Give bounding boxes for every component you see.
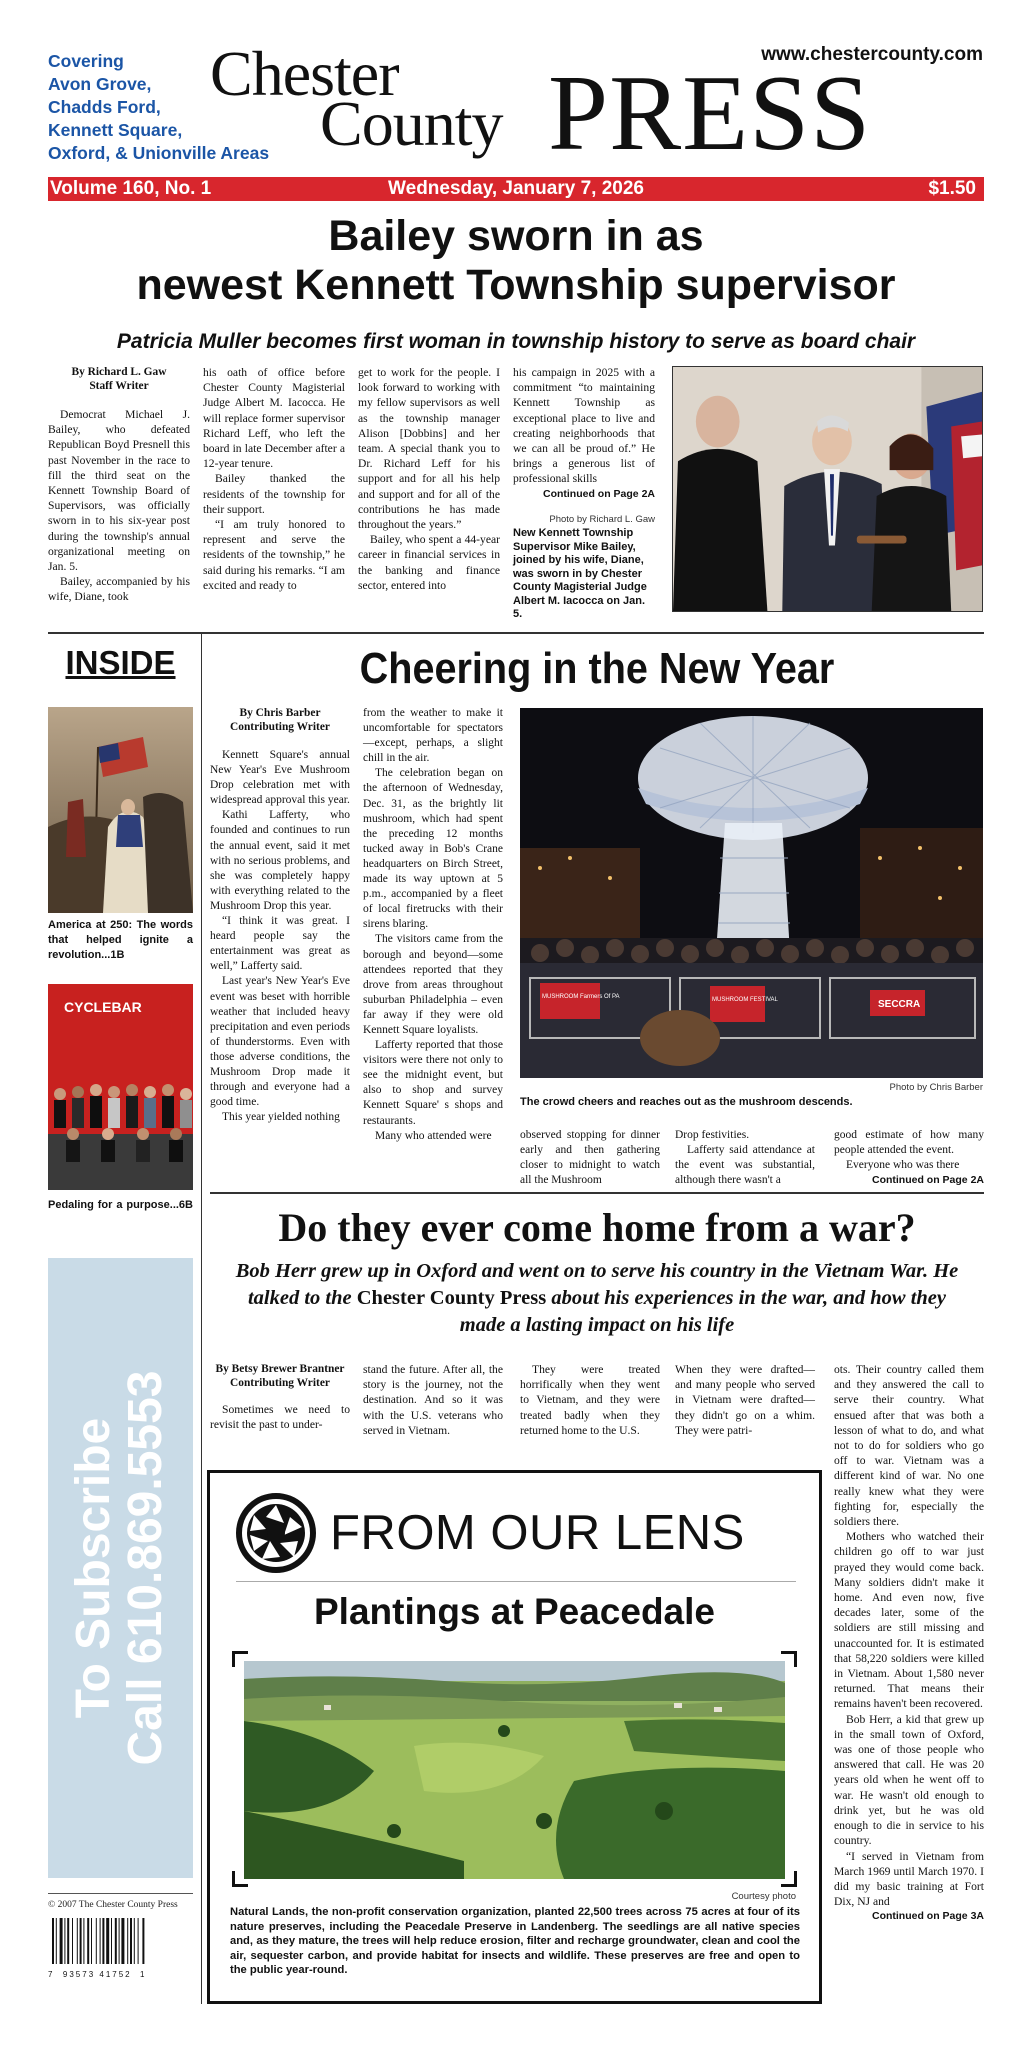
- coverage-line: Kennett Square,: [48, 120, 183, 140]
- coverage-line: Oxford, & Unionville Areas: [48, 143, 270, 163]
- article-paragraph: “I am truly honored to represent and serve the residents of the township,” he said during his remarks. “I am excited and ready to: [203, 518, 345, 592]
- article-paragraph: “I served in Vietnam from March 1969 until March 1970. I did my basic training at Fort Dix, NJ and: [834, 1849, 984, 1909]
- price: $1.50: [928, 178, 976, 199]
- lens-box: [207, 1470, 822, 2004]
- article-paragraph: good estimate of how many people attended the event.: [834, 1129, 984, 1157]
- article-paragraph: They were treated horrifically when they went to Vietnam, and they were treated badly when they returned home to the U.S.: [520, 1363, 660, 1437]
- war-column-4: [675, 1362, 815, 1438]
- barcode-bar: [77, 1918, 78, 1964]
- article-paragraph: from the weather to make it uncomfortable for spectators—except, perhaps, a slight chill in the air.: [363, 707, 503, 765]
- lens-title: FROM OUR LENS: [330, 1506, 745, 1560]
- subscribe-line: To Subscribe: [67, 1417, 120, 1719]
- article-paragraph: Democrat Michael J. Bailey, who defeated Republican Boyd Presnell this past November in the race to fill the third seat on the Kennett Township Board of Supervisors, was officially sworn in to his six-year post during the township's annual organizational meeting on Jan. 5.: [48, 408, 190, 574]
- revolution-painting-thumbnail[interactable]: [48, 707, 193, 913]
- newyear-column-4: [675, 1128, 815, 1188]
- war-column-3: [520, 1362, 660, 1438]
- lead-column-3: [358, 365, 500, 593]
- article-paragraph: Lafferty reported that those visitors were there not only to see the midnight event, but also to shop and survey Kennett Square' s shops and restaurants.: [363, 1039, 503, 1127]
- cyclebar-thumbnail[interactable]: [48, 984, 193, 1190]
- article-paragraph: Bailey thanked the residents of the township for their support.: [203, 472, 345, 516]
- article-paragraph: ots. Their country called them and they answered the call to serve their country. What ensued after that was both a lesson of what to do, and what not to do for soldiers who go off to war. Vietnam was a different kind of war. No one really knew what they were fighting for, especially the soldiers there.: [834, 1363, 984, 1529]
- masthead-chester: Chester: [210, 38, 399, 109]
- lead-subhead: Patricia Muller becomes first woman in township history to serve as board chair: [116, 330, 916, 353]
- barcode-bar: [106, 1918, 109, 1964]
- deck-text: about his experiences in the war, and how they made a lasting impact on his life: [459, 1287, 946, 1336]
- newyear-column-2: [363, 706, 503, 1144]
- article-paragraph: The visitors came from the borough and beyond—some attendees reported that they drove from areas throughout suburban Philadelphia – even far away if they were old Kennett Square loyalists.: [363, 933, 503, 1036]
- barcode-bar: [127, 1918, 128, 1964]
- subscribe-text: [68, 1268, 172, 1868]
- newyear-column-1: [210, 706, 350, 1125]
- headline-line: Bailey sworn in as: [328, 212, 704, 260]
- barcode-bar: [102, 1918, 104, 1964]
- masthead-press: PRESS: [548, 54, 872, 173]
- volume-number: Volume 160, No. 1: [50, 178, 212, 199]
- war-column-2: [363, 1362, 503, 1438]
- cyclebar-sign: CYCLEBAR: [64, 999, 142, 1015]
- mushroom-drop-photo: [520, 708, 983, 1078]
- photo-caption: The crowd cheers and reaches out as the mushroom descends.: [520, 1096, 853, 1108]
- barcode-bar: [72, 1918, 73, 1964]
- newyear-column-3: [520, 1128, 660, 1188]
- inside-item-caption[interactable]: Pedaling for a purpose...6B: [48, 1199, 193, 1211]
- article-paragraph: Last year's New Year's Eve event was beset with horrible weather that included heavy precipitation and even periods of thunderstorms. Even with those adverse conditions, the Mushroom Drop made it through and everyone had a good time.: [210, 975, 350, 1109]
- barcode-bar: [111, 1918, 112, 1964]
- barcode-bar: [87, 1918, 89, 1964]
- article-paragraph: When they were drafted—and many people who served in Vietnam were drafted—they didn't go on a whim. They were patri-: [675, 1363, 815, 1437]
- subscribe-box[interactable]: [48, 1258, 193, 1878]
- article-paragraph: Bailey, accompanied by his wife, Diane, took: [48, 575, 190, 604]
- article-paragraph: his campaign in 2025 with a commitment “to maintaining Kennett Township as exceptional place to live and creating neighborhoods that we can all be proud of.” He brings a generous list of professional skills: [513, 366, 655, 486]
- barcode-bar: [67, 1918, 69, 1964]
- barcode-bar: [60, 1918, 63, 1964]
- article-paragraph: Kennett Square's annual New Year's Eve Mushroom Drop celebration met with widespread approval this year.: [210, 749, 350, 807]
- photo-credit: Photo by Richard L. Gaw: [549, 513, 655, 525]
- divider: [48, 1893, 193, 1894]
- coverage-line: Avon Grove,: [48, 74, 152, 94]
- article-paragraph: The celebration began on the afternoon of Wednesday, Dec. 31, as the brightly lit mushroom, which had spent the preceding 12 months tucked away in Bob's Crane headquarters on Birch Street, made its way uptown at 5 p.m., accompanied by a fleet of local firetrucks with their sirens blaring.: [363, 767, 503, 931]
- article-paragraph: This year yielded nothing: [222, 1111, 340, 1124]
- lead-headline[interactable]: [48, 212, 984, 310]
- war-headline[interactable]: Do they ever come home from a war?: [278, 1205, 916, 1250]
- article-paragraph: Mothers who watched their children go off to war just prayed they would come back. Many soldiers didn't make it home. And even now, five decades later, some of the soldiers are still missing and unaccounted for. It is estimated that 58,220 soldiers were killed in Vietnam. About 1,580 never returned. That means their remains haven't been recovered.: [834, 1530, 984, 1711]
- lead-column-4: [513, 365, 655, 622]
- barcode: [48, 1918, 193, 1979]
- barcode-bar: [138, 1918, 139, 1964]
- issue-date: Wednesday, January 7, 2026: [388, 178, 644, 199]
- article-paragraph: get to work for the people. I look forward to working with my fellow supervisors as well as the township manager Alison [Dobbins] and her team. A special thank you to Dr. Richard Leff for his support and for all his help and support and for all of the contributions he has made throughout the years.”: [358, 366, 500, 532]
- copyright: © 2007 The Chester County Press: [48, 1900, 178, 1910]
- coverage-line: Covering: [48, 51, 124, 71]
- continued-link[interactable]: Continued on Page 2A: [871, 1174, 984, 1187]
- masthead-county: County: [320, 88, 503, 159]
- article-paragraph: Bob Herr, a kid that grew up in the small town of Oxford, was one of those people who answered that call. He was 20 years old when he went off to war. He wasn't old enough to drink yet, but he was old enough to die in service to his country.: [834, 1712, 984, 1848]
- lens-caption: Natural Lands, the non-profit conservation organization, planted 22,500 trees across 75 acres at four of its nature preserves, including the Peacedale Preserve in Landenberg. The seedlings are all native species and, as they mature, the trees will help reduce erosion, filter and recharge groundwater, clean and cool the air, sequester carbon, and provide habitat for insects and wildlife. These preserves are free and open to the public year-round.: [230, 1906, 800, 1976]
- photo-caption: New Kennett Township Supervisor Mike Bailey, joined by his wife, Diane, was sworn in by Chester County Magisterial Judge Albert M. Iacocca on Jan. 5.: [513, 527, 647, 621]
- barcode-bar: [96, 1918, 97, 1964]
- barcode-bar: [115, 1918, 117, 1964]
- barcode-bar: [56, 1918, 57, 1964]
- barcode-digits: 7 93573 41752 1: [48, 1970, 147, 1979]
- barcode-bar: [52, 1918, 54, 1964]
- photo-credit: Photo by Chris Barber: [889, 1082, 983, 1093]
- divider: [236, 1581, 796, 1582]
- lens-subtitle: Plantings at Peacedale: [313, 1591, 715, 1632]
- byline-title: Contributing Writer: [230, 721, 330, 733]
- byline-title: Contributing Writer: [230, 1377, 330, 1389]
- volume-bar: [48, 177, 984, 201]
- article-paragraph: Drop festivities.: [675, 1129, 750, 1141]
- barcode-bar: [83, 1918, 84, 1964]
- war-column-1: [210, 1362, 350, 1432]
- war-deck: [225, 1258, 969, 1339]
- barcode-bar: [119, 1918, 120, 1964]
- photo-credit: Courtesy photo: [731, 1891, 796, 1902]
- barcode-bar: [91, 1918, 92, 1964]
- headline-line: newest Kennett Township supervisor: [136, 261, 896, 309]
- article-paragraph: Bailey, who spent a 44-year career in financial services in the banking and finance sector, entered into: [358, 533, 500, 592]
- lead-column-2: [203, 365, 345, 593]
- newyear-headline[interactable]: Cheering in the New Year: [359, 644, 835, 693]
- article-paragraph: his oath of office before Chester County Magisterial Judge Albert M. Iacocca. He will replace former supervisor Richard Leff, who left the board in late December after a 12-year tenure.: [203, 366, 345, 471]
- sidebar-vertical-rule: [201, 634, 202, 2004]
- deck-paper-name: Chester County Press: [356, 1287, 547, 1309]
- inside-heading: INSIDE: [65, 644, 176, 681]
- byline-name: By Chris Barber: [239, 707, 321, 719]
- coverage-line: Chadds Ford,: [48, 97, 161, 117]
- subscribe-phone: Call 610.869.5553: [119, 1370, 172, 1766]
- article-paragraph: Everyone who was there: [846, 1159, 960, 1172]
- barcode-bar: [134, 1918, 135, 1964]
- barcode-bar: [80, 1918, 82, 1964]
- byline-name: By Betsy Brewer Brantner: [215, 1363, 345, 1375]
- barcode-bar: [64, 1918, 65, 1964]
- war-column-5: [834, 1362, 984, 1925]
- divider: [210, 1192, 984, 1194]
- continued-link[interactable]: Continued on Page 3A: [871, 1910, 984, 1923]
- byline-title: Staff Writer: [89, 380, 149, 392]
- newyear-column-5: [834, 1128, 984, 1188]
- website-link[interactable]: www.chestercounty.com: [761, 44, 983, 65]
- article-paragraph: Kathi Lafferty, who founded and continues to run the annual event, said it met with no serious problems, and she was completely happy with everything related to the Mushroom Drop this year.: [210, 809, 350, 912]
- camera-aperture-icon: [236, 1493, 316, 1573]
- article-paragraph: Lafferty said attendance at the event was substantial, although there wasn't a: [675, 1144, 815, 1187]
- barcode-bar: [121, 1918, 124, 1964]
- article-paragraph: “I think it was great. I heard people say the entertainment was great as well,” Lafferty said.: [210, 915, 350, 973]
- divider: [48, 632, 984, 634]
- continued-link[interactable]: Continued on Page 2A: [542, 487, 655, 500]
- lead-column-1: [48, 365, 190, 605]
- swearing-in-photo: [672, 366, 983, 612]
- article-paragraph: stand the future. After all, the story is the journey, not the destination. And so it was with the U.S. veterans who served in Vietnam.: [363, 1363, 503, 1437]
- inside-item-caption[interactable]: America at 250: The words that helped ignite a revolution...1B: [48, 919, 193, 961]
- banner-text: MUSHROOM FESTIVAL: [712, 997, 778, 1003]
- article-paragraph: Many who attended were: [375, 1129, 492, 1142]
- byline-name: By Richard L. Gaw: [71, 366, 167, 378]
- barcode-bar: [100, 1918, 101, 1964]
- barcode-bar: [130, 1918, 132, 1964]
- deck-text: Bob Herr grew up in Oxford and went on to serve his country in the Vietnam War. He talked to the: [235, 1260, 959, 1309]
- article-paragraph: Sometimes we need to revisit the past to under-: [210, 1403, 350, 1432]
- peacedale-aerial-photo: [244, 1661, 785, 1879]
- barcode-bar: [142, 1918, 144, 1964]
- banner-text: MUSHROOM Farmers Of PA: [542, 994, 620, 1000]
- article-paragraph: observed stopping for dinner early and then gathering closer to midnight to watch all the Mushroom: [520, 1129, 660, 1187]
- banner-text: SECCRA: [878, 999, 921, 1010]
